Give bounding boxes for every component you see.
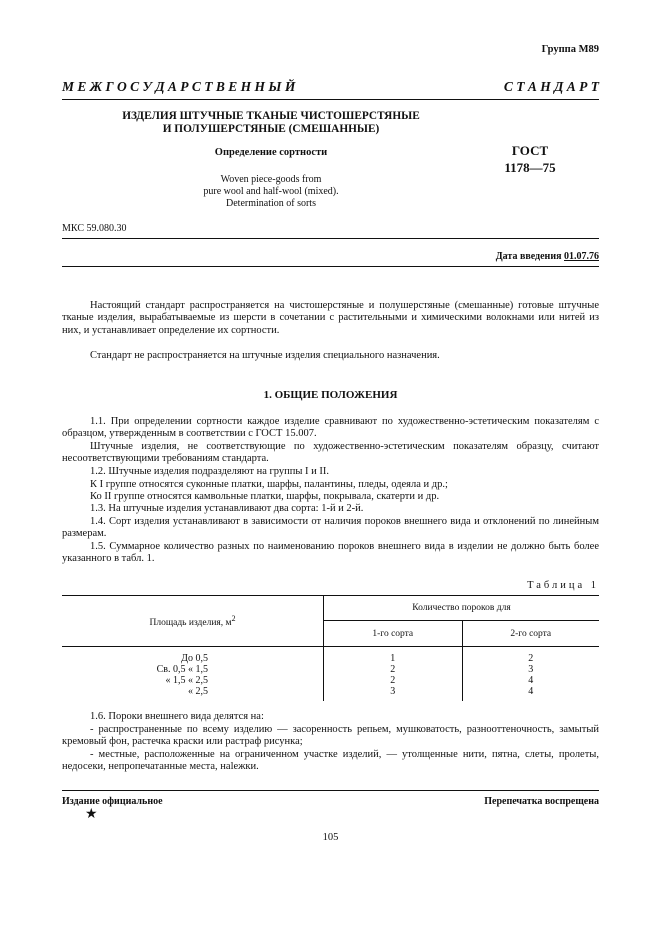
title-line-1: ИЗДЕЛИЯ ШТУЧНЫЕ ТКАНЫЕ ЧИСТОШЕРСТЯНЫЕ	[122, 110, 420, 122]
header-count: Количество пороков для	[324, 596, 600, 621]
clause-1-6-local: - местные, расположенные на ограниченном участке изделий, — утолщенные нити, пятна, слеты, пролеты, недосеки, непропечатанные места, нalежки.	[62, 749, 599, 773]
clause-1-4: 1.4. Сорт изделия устанавливают в зависимости от наличия пороков внешнего вида и отклонений по линейным размерам.	[62, 516, 599, 540]
table-cell: 2	[528, 653, 534, 664]
reprint-prohibited: Перепечатка воспрещена	[484, 796, 599, 807]
clause-1-1: 1.1. При определении сортности каждое изделие сравнивают по художественно-эстетическим показателям с образцом, утвержденным в соответствии с ГОСТ 15.007.	[62, 416, 599, 440]
table-caption: Таблица 1	[527, 580, 599, 591]
area-column	[62, 647, 324, 702]
table-cell: « 1,5 « 2,5	[165, 675, 208, 686]
clause-group-1: К I группе относятся суконные платки, шарфы, палантины, пледы, одеяла и др.;	[90, 479, 448, 490]
clause-1-5: 1.5. Суммарное количество разных по наименованию пороков внешнего вида в изделии не должно быть более указанного в табл. 1.	[62, 541, 599, 565]
header-sort-1: 1-го сорта	[324, 621, 463, 647]
document-title	[62, 110, 480, 136]
date-value: 01.07.76	[564, 251, 599, 262]
clause-group-2: Ко II группе относятся камвольные платки, шарфы, покрывала, скатерти и др.	[90, 491, 440, 502]
clause-1-1-note: Штучные изделия, не соответствующие по художественно-эстетическим показателям образцу, считают несоответствующими требованиям стандарта.	[62, 441, 599, 465]
table-cell: Св. 0,5 « 1,5	[156, 664, 208, 675]
banner-left: М Е Ж Г О С У Д А Р С Т В Е Н Н Ы Й	[62, 79, 296, 94]
intro-paragraph-1: Настоящий стандарт распространяется на чистошерстяные и полушерстяные (смешанные) готовые штучные тканые изделия, вырабатываемые из шерсти в сочетании с растительными и химическими волокнами или нитей из них, и устанавливает определение их сортности.	[62, 300, 599, 336]
standard-banner	[62, 79, 599, 95]
table-cell: 3	[390, 686, 396, 697]
sort-1-column	[324, 647, 463, 702]
star-icon: ★	[85, 807, 98, 822]
clause-1-3: 1.3. На штучные изделия устанавливают два сорта: 1-й и 2-й.	[90, 503, 364, 514]
section-heading: 1. ОБЩИЕ ПОЛОЖЕНИЯ	[263, 389, 398, 401]
page-number: 105	[322, 832, 339, 843]
effective-date	[496, 251, 599, 262]
official-edition: Издание официальное	[62, 796, 163, 807]
english-line-1: Woven piece-goods from	[220, 174, 322, 185]
defects-table	[62, 595, 599, 701]
table-cell: 4	[528, 686, 534, 697]
table-cell: 4	[528, 675, 534, 686]
mks-code: МКС 59.080.30	[62, 223, 127, 234]
title-line-2: И ПОЛУШЕРСТЯНЫЕ (СМЕШАННЫЕ)	[162, 123, 380, 135]
gost-number	[480, 142, 580, 176]
intro-paragraph-2: Стандарт не распространяется на штучные изделия специального назначения.	[90, 350, 440, 361]
footer-rule	[62, 790, 599, 791]
header-area: Площадь изделия, $м^2$	[62, 596, 324, 647]
date-rule	[62, 266, 599, 267]
group-code: Группа М89	[541, 44, 599, 55]
table-cell: « 2,5	[188, 686, 208, 697]
document-subtitle: Определение сортности	[214, 147, 328, 158]
table-body	[62, 647, 599, 702]
gost-label: ГОСТ	[511, 143, 549, 158]
clause-1-6-widespread: - распространенные по всему изделию — засоренность репьем, мушковатость, разнооттеночность, замытый кремовый фон, растечка краски или растраф рисунка;	[62, 724, 599, 748]
sort-2-column	[462, 647, 599, 702]
table-cell: 1	[390, 653, 396, 664]
table-cell: До 0,5	[181, 653, 208, 664]
banner-right: С Т А Н Д А Р Т	[503, 79, 599, 94]
gost-code: 1178—75	[504, 160, 556, 175]
clause-1-6: 1.6. Пороки внешнего вида делятся на:	[90, 711, 264, 722]
clause-1-2: 1.2. Штучные изделия подразделяют на группы I и II.	[90, 466, 330, 477]
english-line-2: pure wool and half-wool (mixed).	[203, 186, 339, 197]
table-cell: 2	[390, 675, 396, 686]
table-cell: 3	[528, 664, 534, 675]
english-line-3: Determination of sorts	[226, 198, 316, 209]
header-sort-2: 2-го сорта	[462, 621, 599, 647]
mks-rule	[62, 238, 599, 239]
table-cell: 2	[390, 664, 396, 675]
date-label: Дата введения	[495, 251, 562, 262]
english-title	[62, 174, 480, 210]
banner-rule	[62, 99, 599, 100]
